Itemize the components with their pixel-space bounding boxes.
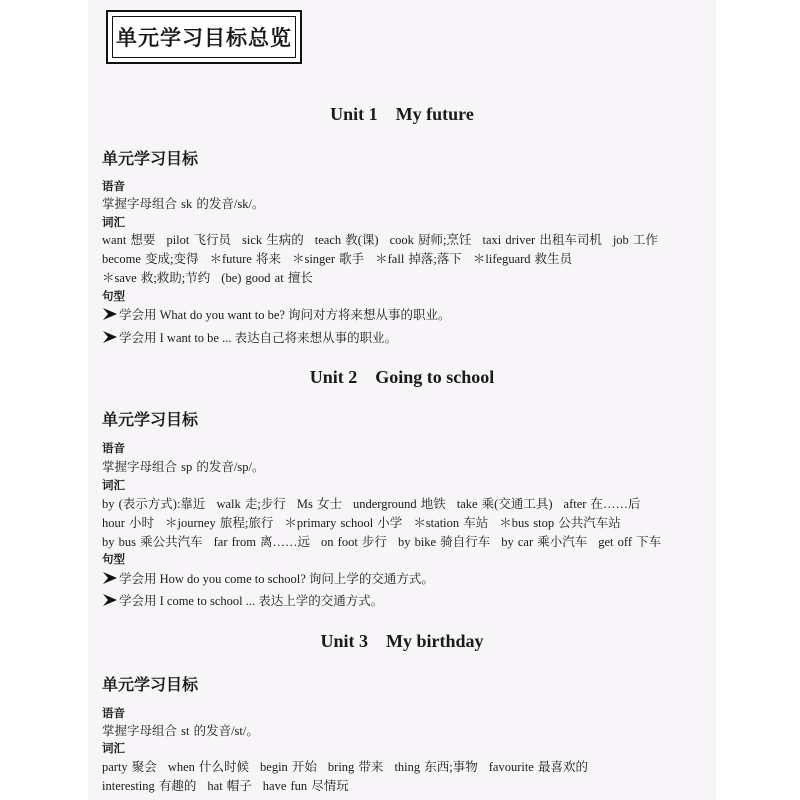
- vocab-item: ＊future 将来: [209, 252, 281, 266]
- vocab-item: sick 生病的: [241, 233, 304, 247]
- unit-1-vocab-label: 词汇: [102, 215, 125, 229]
- vocab-item: thing 东西;事物: [394, 760, 478, 774]
- vocab-item: ＊journey 旅程;旅行: [165, 516, 274, 530]
- vocab-item: ＊primary school 小学: [284, 516, 403, 530]
- vocab-item: by (表示方式):靠近: [102, 497, 206, 511]
- vocab-item: want 想要: [102, 233, 156, 247]
- unit-1-vocab-line-2: [102, 249, 702, 267]
- vocab-item: (be) good at 擅长: [221, 271, 313, 285]
- arrow-bullet-icon: [102, 593, 118, 607]
- vocab-item: taxi driver 出租车司机: [482, 233, 602, 247]
- vocab-item: ＊fall 掉落;落下: [375, 252, 462, 266]
- pattern-text: 学会用 I come to school ... 表达上学的交通方式。: [119, 594, 384, 608]
- unit-3-phonics-text: 掌握字母组合 st 的发音/st/。: [102, 724, 259, 738]
- vocab-item: far from 离……远: [213, 535, 311, 549]
- unit-2-name: Going to school: [375, 367, 495, 387]
- vocab-item: by bus 乘公共汽车: [102, 535, 203, 549]
- vocab-item: ＊lifeguard 救生员: [472, 252, 573, 266]
- unit-3-goals-heading: 单元学习目标: [102, 675, 199, 694]
- vocab-item: take 乘(交通工具): [456, 497, 553, 511]
- unit-2-vocab-line-2: [102, 513, 702, 531]
- unit-2-pattern-1: [102, 569, 434, 587]
- vocab-item: by bike 骑自行车: [397, 535, 491, 549]
- pattern-text: 学会用 How do you come to school? 询问上学的交通方式。: [119, 572, 434, 586]
- vocab-item: begin 开始: [260, 760, 317, 774]
- unit-2-goals-heading: 单元学习目标: [102, 410, 199, 429]
- unit-1-pattern-2: [102, 328, 397, 346]
- overview-header-title: 单元学习目标总览: [112, 16, 296, 58]
- unit-1-title: [88, 104, 716, 125]
- vocab-item: job 工作: [612, 233, 658, 247]
- vocab-item: party 聚会: [102, 760, 157, 774]
- unit-2-title: [88, 367, 716, 388]
- unit-2-phonics-text: 掌握字母组合 sp 的发音/sp/。: [102, 460, 265, 474]
- vocab-item: bring 带来: [327, 760, 384, 774]
- vocab-item: hour 小时: [102, 516, 155, 530]
- unit-2-vocab-line-3: [102, 532, 702, 550]
- unit-2-vocab-line-1: [102, 494, 702, 512]
- pattern-text: 学会用 I want to be ... 表达自己将来想从事的职业。: [119, 331, 398, 345]
- unit-1-goals-heading: 单元学习目标: [102, 149, 199, 168]
- arrow-bullet-icon: [102, 571, 118, 585]
- unit-1-pattern-1: [102, 305, 451, 323]
- unit-3-title: [88, 631, 716, 652]
- vocab-item: become 变成;变得: [102, 252, 199, 266]
- vocab-item: underground 地铁: [352, 497, 446, 511]
- unit-1-vocab-line-1: [102, 230, 702, 248]
- unit-2-vocab-label: 词汇: [102, 478, 125, 492]
- pattern-text: 学会用 What do you want to be? 询问对方将来想从事的职业。: [119, 308, 451, 322]
- vocab-item: when 什么时候: [167, 760, 250, 774]
- vocab-item: ＊bus stop 公共汽车站: [499, 516, 621, 530]
- vocab-item: ＊singer 歌手: [291, 252, 365, 266]
- vocab-item: on foot 步行: [321, 535, 387, 549]
- vocab-item: get off 下车: [598, 535, 662, 549]
- unit-2-pattern-label: 句型: [102, 552, 125, 566]
- vocab-item: by car 乘小汽车: [501, 535, 588, 549]
- unit-3-vocab-label: 词汇: [102, 741, 125, 755]
- unit-1-phonics-text: 掌握字母组合 sk 的发音/sk/。: [102, 197, 265, 211]
- unit-3-vocab-line-2: [102, 776, 702, 794]
- unit-1-vocab-line-3: [102, 268, 702, 286]
- unit-3-vocab-line-1: [102, 757, 702, 775]
- overview-header-box: [106, 10, 302, 64]
- unit-2-number: Unit 2: [309, 367, 358, 387]
- vocab-item: hat 帽子: [207, 779, 252, 793]
- unit-3-name: My birthday: [386, 631, 484, 651]
- vocab-item: walk 走;步行: [216, 497, 286, 511]
- unit-2-phonics-label: 语音: [102, 441, 125, 455]
- unit-2-pattern-2: [102, 591, 383, 609]
- unit-3-number: Unit 3: [320, 631, 368, 651]
- vocab-item: interesting 有趣的: [102, 779, 197, 793]
- vocab-item: ＊station 车站: [413, 516, 489, 530]
- vocab-item: pilot 飞行员: [166, 233, 231, 247]
- vocab-item: Ms 女士: [296, 497, 342, 511]
- arrow-bullet-icon: [102, 330, 118, 344]
- vocab-item: cook 厨师;烹饪: [389, 233, 472, 247]
- vocab-item: have fun 尽情玩: [262, 779, 349, 793]
- unit-1-name: My future: [395, 104, 474, 124]
- vocab-item: ＊save 救;救助;节约: [102, 271, 211, 285]
- vocab-item: favourite 最喜欢的: [488, 760, 588, 774]
- vocab-item: teach 教(课): [314, 233, 379, 247]
- unit-3-phonics-label: 语音: [102, 706, 125, 720]
- unit-1-phonics-label: 语音: [102, 179, 125, 193]
- vocab-item: after 在……后: [563, 497, 641, 511]
- arrow-bullet-icon: [102, 307, 118, 321]
- unit-1-number: Unit 1: [330, 104, 378, 124]
- unit-1-pattern-label: 句型: [102, 289, 125, 303]
